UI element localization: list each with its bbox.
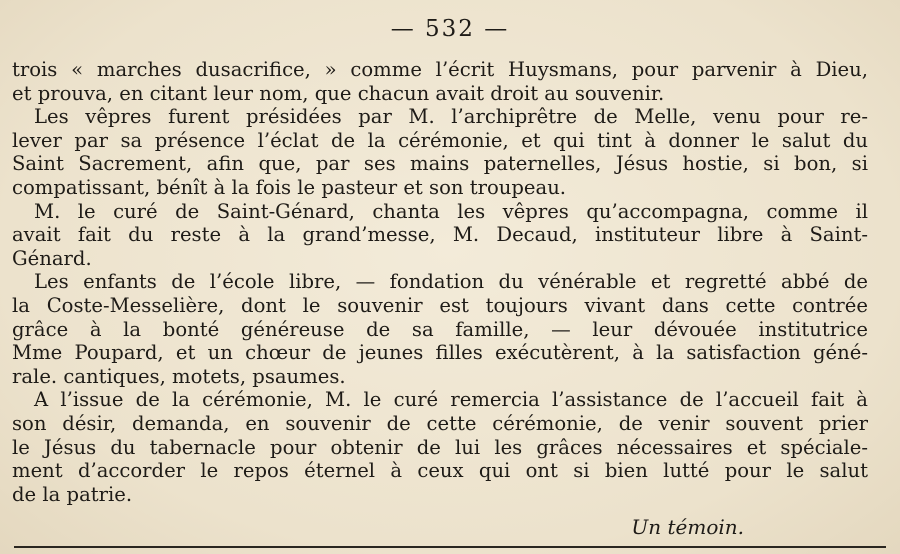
text-line: Génard. bbox=[12, 246, 92, 270]
text-line: M. le curé de Saint-Génard, chanta les vêpres qu’accompagna, comme il bbox=[34, 199, 868, 223]
text-line: son désir, demanda, en souvenir de cette cérémonie, de venir souvent prier bbox=[12, 411, 868, 435]
text-line: A l’issue de la cérémonie, M. le curé remercia l’assistance de l’accueil fait à bbox=[34, 388, 868, 412]
text-line: lever par sa présence l’éclat de la cérémonie, et qui tint à donner le salut du bbox=[12, 128, 868, 152]
body-text bbox=[12, 58, 868, 506]
text-line: rale. cantiques, motets, psaumes. bbox=[12, 364, 346, 388]
bottom-rule bbox=[14, 546, 886, 548]
text-line: Les enfants de l’école libre, — fondation du vénérable et regretté abbé de bbox=[34, 270, 868, 294]
text-line: compatissant, bénît à la fois le pasteur et son troupeau. bbox=[12, 175, 567, 199]
text-line: Mme Poupard, et un chœur de jeunes filles exécutèrent, à la satisfaction géné- bbox=[12, 341, 868, 365]
text-line: Les vêpres furent présidées par M. l’archiprêtre de Melle, venu pour re- bbox=[34, 105, 868, 129]
text-line: de la patrie. bbox=[12, 482, 133, 506]
text-line: ment d’accorder le repos éternel à ceux qui ont si bien lutté pour le salut bbox=[12, 459, 868, 483]
text-line: la Coste-Messelière, dont le souvenir est toujours vivant dans cette contrée bbox=[12, 293, 868, 317]
text-line: avait fait du reste à la grand’messe, M. Decaud, instituteur libre à Saint- bbox=[12, 223, 868, 247]
text-line: trois « marches dusacrifice, » comme l’écrit Huysmans, pour parvenir à Dieu, bbox=[12, 58, 868, 81]
text-line: et prouva, en citant leur nom, que chacun avait droit au souvenir. bbox=[12, 81, 665, 105]
text-line: grâce à la bonté généreuse de sa famille, — leur dévouée institutrice bbox=[12, 317, 868, 341]
signature: Un témoin. bbox=[631, 515, 744, 539]
text-line: le Jésus du tabernacle pour obtenir de lui les grâces nécessaires et spéciale- bbox=[12, 435, 868, 459]
page-number: — 532 — bbox=[390, 16, 510, 42]
text-line: Saint Sacrement, afin que, par ses mains paternelles, Jésus hostie, si bon, si bbox=[12, 152, 868, 176]
